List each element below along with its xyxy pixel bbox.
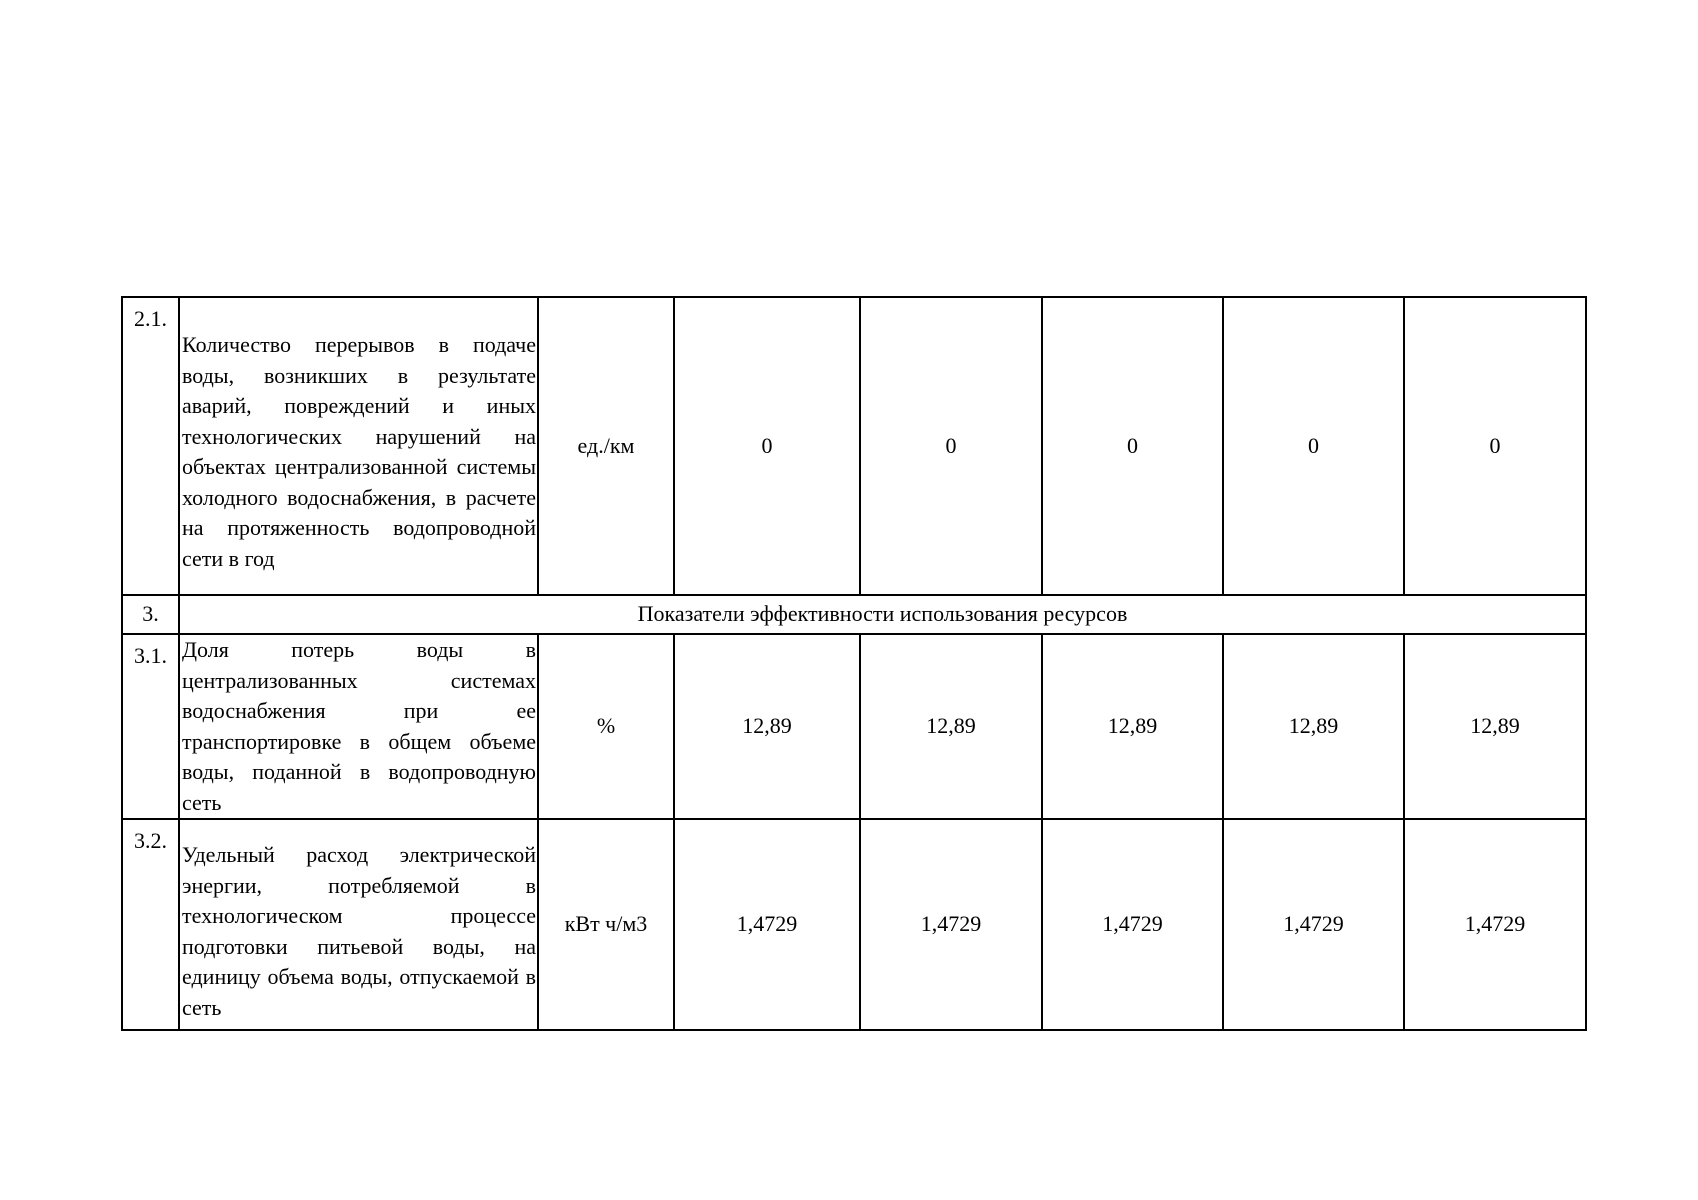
row-number: 3.2.: [122, 819, 179, 1030]
value-cell: 12,89: [674, 634, 860, 819]
table-row: [122, 819, 1586, 1030]
value-cell: 0: [1404, 297, 1586, 595]
unit-cell: %: [538, 634, 674, 819]
value-cell: 12,89: [1223, 634, 1404, 819]
table-row: [122, 634, 1586, 819]
value-cell: 1,4729: [1042, 819, 1223, 1030]
value-cell: 12,89: [860, 634, 1042, 819]
section-row: [122, 595, 1586, 634]
unit-cell: ед./км: [538, 297, 674, 595]
section-title: Показатели эффективности использования ресурсов: [179, 595, 1586, 634]
row-number: 2.1.: [122, 297, 179, 595]
unit-cell: кВт ч/м3: [538, 819, 674, 1030]
indicators-table: [121, 296, 1587, 1031]
value-cell: 1,4729: [860, 819, 1042, 1030]
indicator-name: Удельный расход электрической энергии, потребляемой в технологическом процессе подготовки питьевой воды, на единицу объема воды, отпускаемой в сеть: [179, 819, 538, 1030]
row-number: 3.: [122, 595, 179, 634]
value-cell: 1,4729: [1404, 819, 1586, 1030]
value-cell: 0: [1042, 297, 1223, 595]
value-cell: 1,4729: [674, 819, 860, 1030]
value-cell: 0: [1223, 297, 1404, 595]
value-cell: 1,4729: [1223, 819, 1404, 1030]
value-cell: 0: [674, 297, 860, 595]
table-row: [122, 297, 1586, 595]
value-cell: 12,89: [1042, 634, 1223, 819]
row-number: 3.1.: [122, 634, 179, 819]
value-cell: 12,89: [1404, 634, 1586, 819]
indicator-name: Количество перерывов в подаче воды, возникших в результате аварий, повреждений и иных технологических нарушений на объектах централизованной системы холодного водоснабжения, в расчете на протяженность водопроводной сети в год: [179, 297, 538, 595]
indicator-name: Доля потерь воды в централизованных системах водоснабжения при ее транспортировке в общем объеме воды, поданной в водопроводную сеть: [179, 634, 538, 819]
value-cell: 0: [860, 297, 1042, 595]
